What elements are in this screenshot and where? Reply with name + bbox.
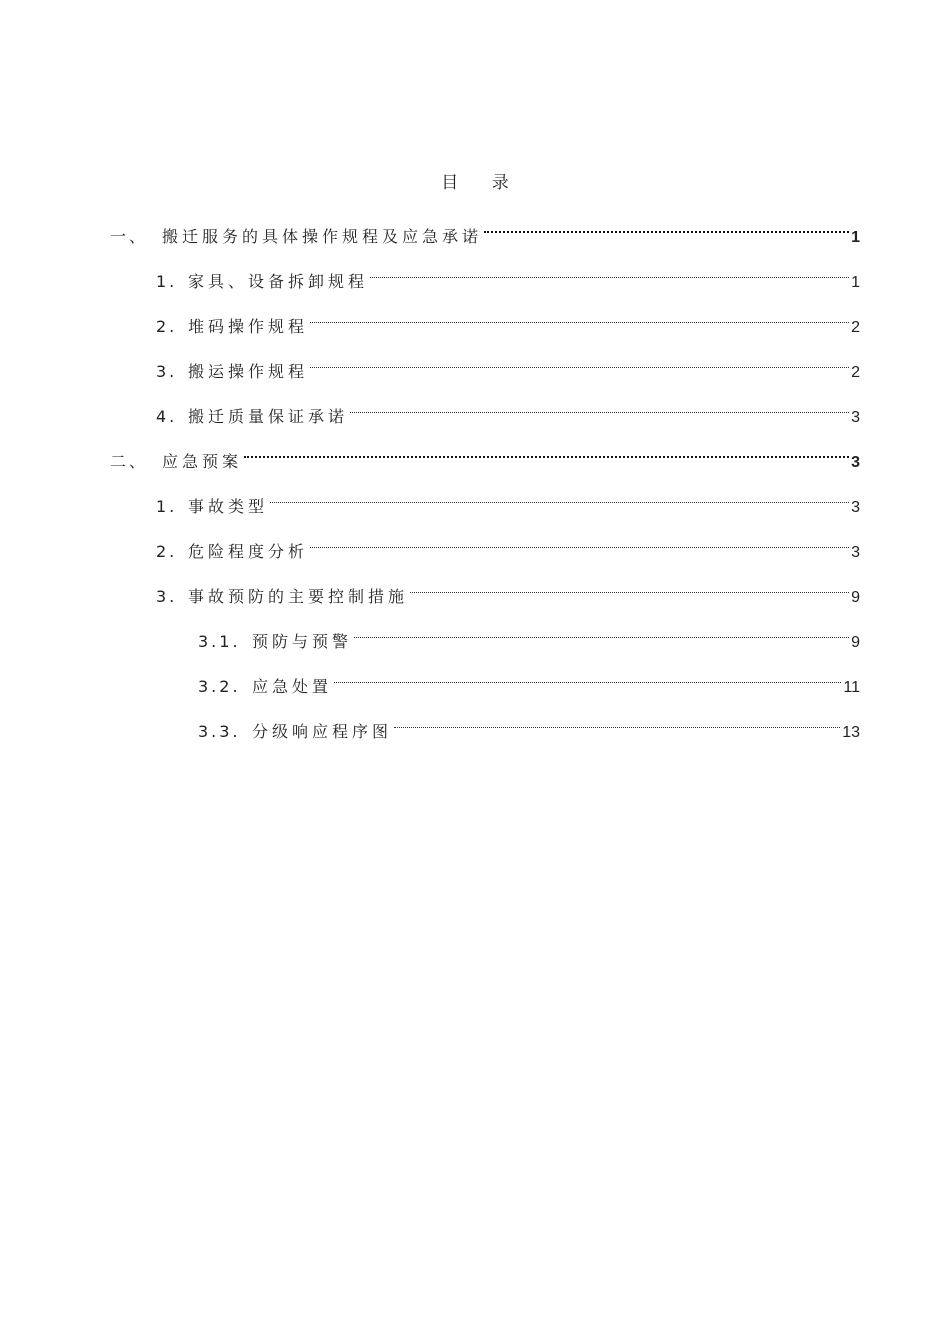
toc-entry[interactable]	[110, 566, 860, 611]
toc-entry-label: 危险程度分析	[188, 542, 309, 561]
toc-dot-leader	[270, 476, 849, 512]
toc-entry-label: 家具、设备拆卸规程	[188, 272, 369, 291]
toc-entry-page: 13	[842, 724, 860, 741]
toc-entry-label: 事故类型	[188, 497, 269, 516]
toc-title: 目 录	[441, 173, 523, 193]
toc-entry-number: 3.1.	[198, 632, 241, 651]
toc-dot-leader	[370, 251, 849, 287]
toc-dot-leader	[310, 521, 849, 557]
toc-entry[interactable]	[110, 251, 860, 296]
toc-entry[interactable]	[110, 611, 860, 656]
toc-entry[interactable]	[110, 341, 860, 386]
toc-entry-page: 11	[843, 679, 860, 696]
toc-entry[interactable]	[110, 386, 860, 431]
toc-entry-label: 事故预防的主要控制措施	[188, 587, 409, 606]
toc-entry-page: 2	[851, 319, 860, 336]
toc-entry-number: 二、	[110, 452, 149, 471]
toc-entry-label: 搬迁服务的具体操作规程及应急承诺	[162, 227, 483, 246]
toc-entry-number: 2.	[156, 317, 178, 336]
toc-entry-label: 应急处置	[252, 677, 333, 696]
toc-entry[interactable]	[110, 701, 860, 746]
toc-dot-leader	[310, 296, 849, 332]
toc-dot-leader	[244, 431, 849, 467]
toc-entry-label: 堆码操作规程	[188, 317, 309, 336]
toc-entry-page: 9	[851, 634, 860, 651]
toc-entry-label: 预防与预警	[252, 632, 353, 651]
toc-entry[interactable]	[110, 656, 860, 701]
toc-entry-number: 2.	[156, 542, 178, 561]
toc-dot-leader	[310, 341, 849, 377]
toc-entry-page: 9	[851, 589, 860, 606]
toc-entry[interactable]	[110, 476, 860, 521]
toc-dot-leader	[410, 566, 849, 602]
toc-entry[interactable]	[110, 521, 860, 566]
toc-entry-label: 应急预案	[162, 452, 243, 471]
toc-entry-number: 1.	[156, 272, 178, 291]
toc-entry-page: 3	[851, 454, 860, 471]
toc-list	[110, 206, 860, 746]
toc-dot-leader	[334, 656, 841, 692]
toc-dot-leader	[350, 386, 849, 422]
toc-entry-page: 2	[851, 364, 860, 381]
toc-dot-leader	[354, 611, 849, 647]
toc-entry-page: 1	[851, 229, 860, 246]
toc-dot-leader	[484, 206, 849, 242]
toc-entry[interactable]	[110, 431, 860, 476]
toc-dot-leader	[394, 701, 840, 737]
toc-entry-label: 搬运操作规程	[188, 362, 309, 381]
toc-entry-page: 1	[851, 274, 860, 291]
toc-entry[interactable]	[110, 206, 860, 251]
toc-entry-number: 1.	[156, 497, 178, 516]
toc-entry-page: 3	[851, 409, 860, 426]
toc-entry-number: 一、	[110, 227, 149, 246]
toc-entry-page: 3	[851, 544, 860, 561]
toc-entry-page: 3	[851, 499, 860, 516]
toc-entry[interactable]	[110, 296, 860, 341]
toc-entry-label: 搬迁质量保证承诺	[188, 407, 349, 426]
toc-entry-label: 分级响应程序图	[252, 722, 393, 741]
toc-entry-number: 3.3.	[198, 722, 241, 741]
toc-entry-number: 3.	[156, 362, 178, 381]
toc-entry-number: 4.	[156, 407, 178, 426]
toc-entry-number: 3.	[156, 587, 178, 606]
toc-entry-number: 3.2.	[198, 677, 241, 696]
